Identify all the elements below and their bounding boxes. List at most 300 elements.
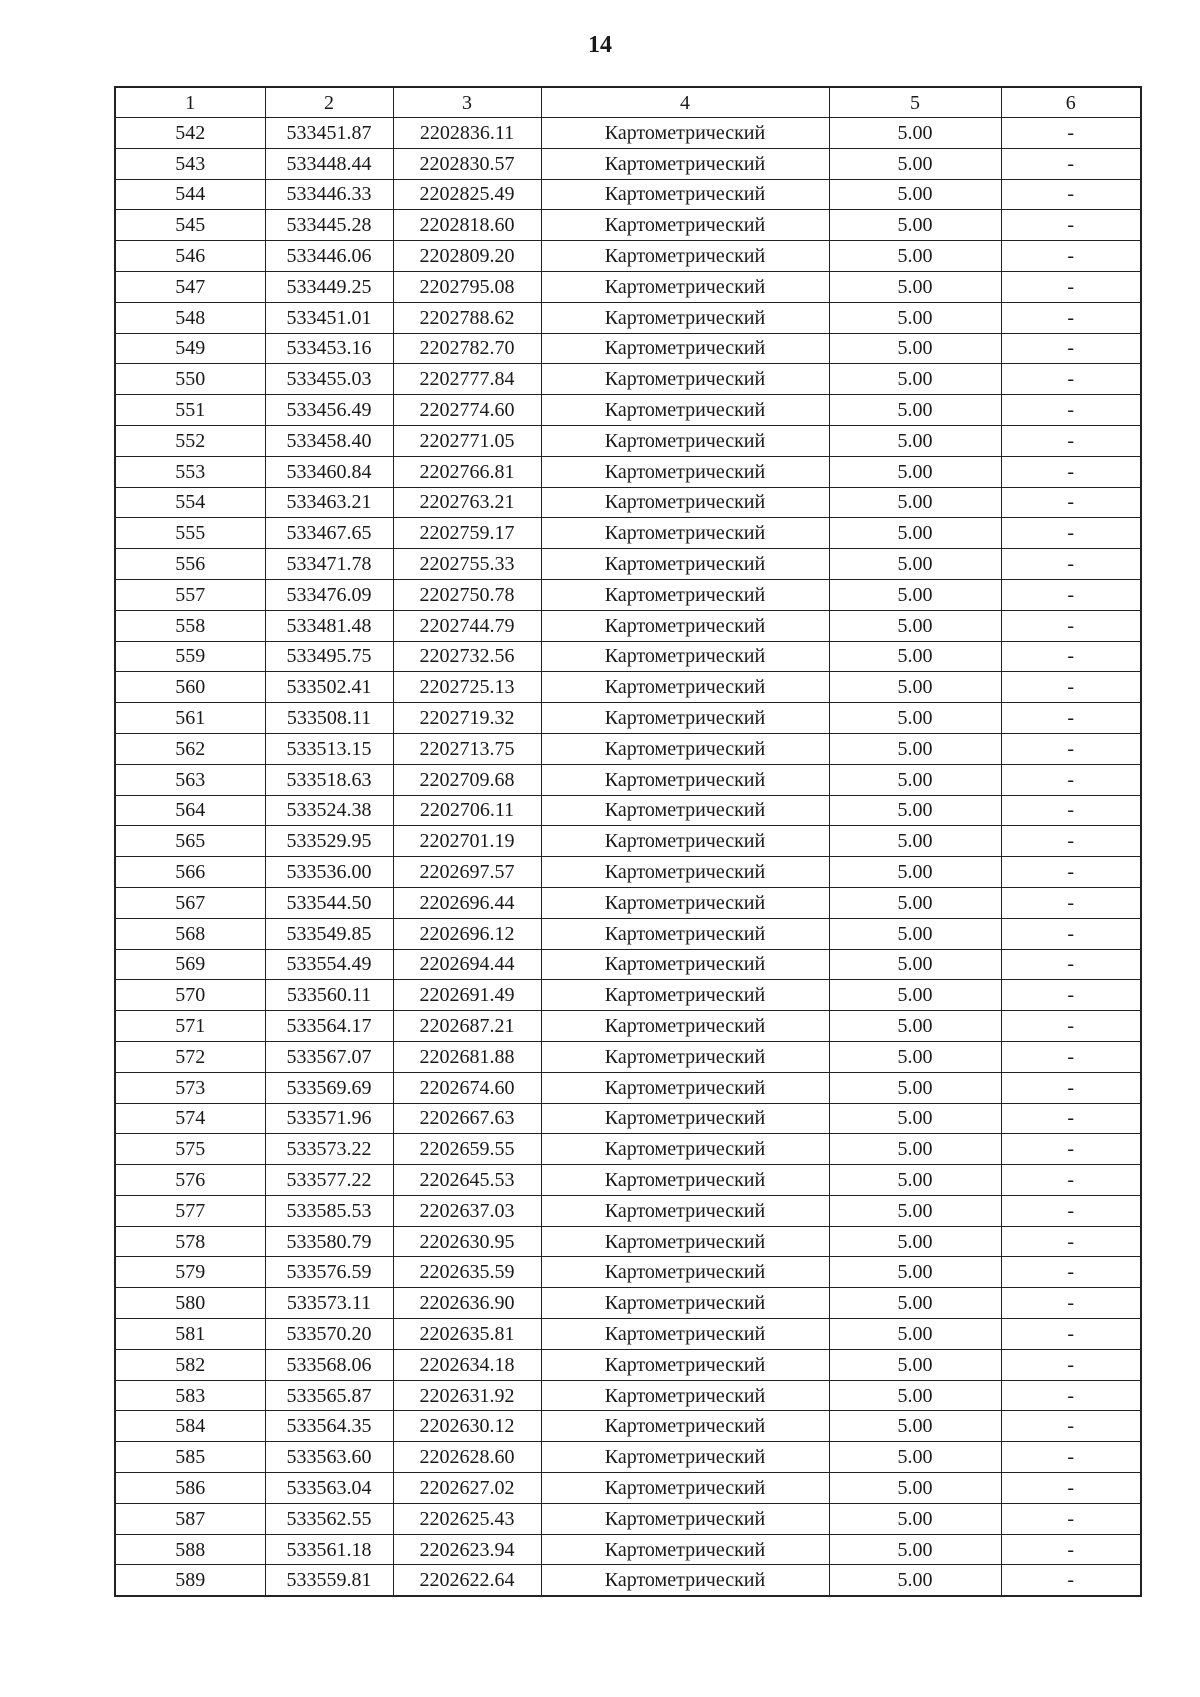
cell-method: Картометрический: [541, 1103, 829, 1134]
cell-x: 533569.69: [265, 1072, 393, 1103]
page-number: 14: [588, 32, 612, 58]
cell-x: 533573.11: [265, 1288, 393, 1319]
cell-y: 2202635.81: [393, 1319, 541, 1350]
cell-method: Картометрический: [541, 703, 829, 734]
cell-y: 2202709.68: [393, 764, 541, 795]
cell-point-number: 568: [115, 918, 265, 949]
cell-description: -: [1001, 487, 1141, 518]
cell-y: 2202636.90: [393, 1288, 541, 1319]
cell-method: Картометрический: [541, 1442, 829, 1473]
table-row: [115, 1072, 1141, 1103]
cell-x: 533565.87: [265, 1380, 393, 1411]
table-row: [115, 271, 1141, 302]
cell-description: -: [1001, 1565, 1141, 1596]
cell-point-number: 555: [115, 518, 265, 549]
cell-method: Картометрический: [541, 1226, 829, 1257]
cell-accuracy: 5.00: [829, 1103, 1001, 1134]
cell-description: -: [1001, 1319, 1141, 1350]
cell-y: 2202635.59: [393, 1257, 541, 1288]
cell-accuracy: 5.00: [829, 826, 1001, 857]
cell-accuracy: 5.00: [829, 1041, 1001, 1072]
cell-method: Картометрический: [541, 1134, 829, 1165]
cell-point-number: 547: [115, 271, 265, 302]
cell-method: Картометрический: [541, 1411, 829, 1442]
cell-method: Картометрический: [541, 1165, 829, 1196]
cell-method: Картометрический: [541, 1041, 829, 1072]
cell-description: -: [1001, 579, 1141, 610]
table-row: [115, 518, 1141, 549]
table-row: [115, 887, 1141, 918]
cell-x: 533562.55: [265, 1503, 393, 1534]
table-row: [115, 179, 1141, 210]
cell-method: Картометрический: [541, 857, 829, 888]
cell-y: 2202825.49: [393, 179, 541, 210]
table-row: [115, 1349, 1141, 1380]
cell-method: Картометрический: [541, 826, 829, 857]
cell-method: Картометрический: [541, 395, 829, 426]
cell-method: Картометрический: [541, 333, 829, 364]
cell-description: -: [1001, 456, 1141, 487]
cell-x: 533449.25: [265, 271, 393, 302]
cell-method: Картометрический: [541, 1380, 829, 1411]
cell-y: 2202713.75: [393, 733, 541, 764]
cell-y: 2202623.94: [393, 1534, 541, 1565]
cell-method: Картометрический: [541, 1257, 829, 1288]
cell-accuracy: 5.00: [829, 1565, 1001, 1596]
cell-x: 533573.22: [265, 1134, 393, 1165]
cell-y: 2202659.55: [393, 1134, 541, 1165]
table-body: [115, 118, 1141, 1597]
table-row: [115, 395, 1141, 426]
cell-description: -: [1001, 1195, 1141, 1226]
cell-y: 2202630.95: [393, 1226, 541, 1257]
cell-description: -: [1001, 764, 1141, 795]
cell-description: -: [1001, 1380, 1141, 1411]
cell-accuracy: 5.00: [829, 1165, 1001, 1196]
cell-y: 2202696.12: [393, 918, 541, 949]
cell-point-number: 546: [115, 241, 265, 272]
cell-description: -: [1001, 364, 1141, 395]
cell-description: -: [1001, 1411, 1141, 1442]
cell-method: Картометрический: [541, 241, 829, 272]
cell-x: 533467.65: [265, 518, 393, 549]
cell-accuracy: 5.00: [829, 549, 1001, 580]
table-row: [115, 302, 1141, 333]
cell-y: 2202836.11: [393, 118, 541, 149]
table-row: [115, 1041, 1141, 1072]
cell-method: Картометрический: [541, 918, 829, 949]
cell-method: Картометрический: [541, 1072, 829, 1103]
cell-method: Картометрический: [541, 733, 829, 764]
cell-point-number: 589: [115, 1565, 265, 1596]
table-row: [115, 1134, 1141, 1165]
cell-point-number: 566: [115, 857, 265, 888]
cell-accuracy: 5.00: [829, 1257, 1001, 1288]
cell-accuracy: 5.00: [829, 764, 1001, 795]
table-row: [115, 487, 1141, 518]
cell-method: Картометрический: [541, 1288, 829, 1319]
cell-accuracy: 5.00: [829, 1442, 1001, 1473]
table-row: [115, 1473, 1141, 1504]
header-row: [115, 87, 1141, 118]
table-row: [115, 1503, 1141, 1534]
cell-x: 533451.01: [265, 302, 393, 333]
cell-x: 533458.40: [265, 425, 393, 456]
cell-description: -: [1001, 980, 1141, 1011]
cell-accuracy: 5.00: [829, 271, 1001, 302]
cell-description: -: [1001, 518, 1141, 549]
cell-x: 533554.49: [265, 949, 393, 980]
cell-method: Картометрический: [541, 1473, 829, 1504]
cell-method: Картометрический: [541, 1319, 829, 1350]
table-row: [115, 549, 1141, 580]
cell-x: 533524.38: [265, 795, 393, 826]
cell-y: 2202637.03: [393, 1195, 541, 1226]
table-row: [115, 241, 1141, 272]
cell-y: 2202622.64: [393, 1565, 541, 1596]
cell-point-number: 584: [115, 1411, 265, 1442]
cell-description: -: [1001, 795, 1141, 826]
cell-y: 2202706.11: [393, 795, 541, 826]
cell-accuracy: 5.00: [829, 1319, 1001, 1350]
cell-method: Картометрический: [541, 1349, 829, 1380]
cell-point-number: 563: [115, 764, 265, 795]
table-row: [115, 1103, 1141, 1134]
cell-accuracy: 5.00: [829, 1288, 1001, 1319]
cell-point-number: 572: [115, 1041, 265, 1072]
cell-point-number: 565: [115, 826, 265, 857]
cell-method: Картометрический: [541, 1195, 829, 1226]
cell-accuracy: 5.00: [829, 302, 1001, 333]
cell-y: 2202782.70: [393, 333, 541, 364]
table-row: [115, 1165, 1141, 1196]
cell-method: Картометрический: [541, 1503, 829, 1534]
cell-accuracy: 5.00: [829, 1503, 1001, 1534]
table-row: [115, 826, 1141, 857]
table-row: [115, 1380, 1141, 1411]
cell-method: Картометрический: [541, 764, 829, 795]
cell-point-number: 551: [115, 395, 265, 426]
cell-x: 533518.63: [265, 764, 393, 795]
table-row: [115, 918, 1141, 949]
cell-point-number: 550: [115, 364, 265, 395]
cell-y: 2202694.44: [393, 949, 541, 980]
cell-description: -: [1001, 210, 1141, 241]
cell-description: -: [1001, 949, 1141, 980]
cell-y: 2202809.20: [393, 241, 541, 272]
cell-point-number: 542: [115, 118, 265, 149]
cell-x: 533471.78: [265, 549, 393, 580]
cell-x: 533570.20: [265, 1319, 393, 1350]
cell-y: 2202771.05: [393, 425, 541, 456]
cell-accuracy: 5.00: [829, 1195, 1001, 1226]
cell-x: 533453.16: [265, 333, 393, 364]
cell-method: Картометрический: [541, 1565, 829, 1596]
cell-description: -: [1001, 1473, 1141, 1504]
cell-description: -: [1001, 826, 1141, 857]
table-row: [115, 1011, 1141, 1042]
cell-x: 533446.06: [265, 241, 393, 272]
cell-description: -: [1001, 1103, 1141, 1134]
cell-point-number: 543: [115, 148, 265, 179]
cell-x: 533495.75: [265, 641, 393, 672]
cell-description: -: [1001, 703, 1141, 734]
cell-description: -: [1001, 1442, 1141, 1473]
cell-description: -: [1001, 241, 1141, 272]
cell-x: 533563.04: [265, 1473, 393, 1504]
cell-point-number: 577: [115, 1195, 265, 1226]
cell-method: Картометрический: [541, 302, 829, 333]
table-row: [115, 579, 1141, 610]
cell-x: 533563.60: [265, 1442, 393, 1473]
cell-description: -: [1001, 1072, 1141, 1103]
cell-y: 2202687.21: [393, 1011, 541, 1042]
cell-x: 533451.87: [265, 118, 393, 149]
cell-x: 533445.28: [265, 210, 393, 241]
table-row: [115, 857, 1141, 888]
cell-accuracy: 5.00: [829, 918, 1001, 949]
cell-point-number: 564: [115, 795, 265, 826]
table-row: [115, 364, 1141, 395]
cell-x: 533580.79: [265, 1226, 393, 1257]
cell-method: Картометрический: [541, 610, 829, 641]
cell-method: Картометрический: [541, 641, 829, 672]
cell-method: Картометрический: [541, 518, 829, 549]
table-row: [115, 733, 1141, 764]
cell-y: 2202697.57: [393, 857, 541, 888]
table-row: [115, 1195, 1141, 1226]
cell-description: -: [1001, 918, 1141, 949]
cell-method: Картометрический: [541, 179, 829, 210]
cell-x: 533544.50: [265, 887, 393, 918]
cell-x: 533456.49: [265, 395, 393, 426]
cell-y: 2202696.44: [393, 887, 541, 918]
cell-accuracy: 5.00: [829, 148, 1001, 179]
cell-y: 2202777.84: [393, 364, 541, 395]
cell-point-number: 587: [115, 1503, 265, 1534]
cell-point-number: 544: [115, 179, 265, 210]
cell-accuracy: 5.00: [829, 1072, 1001, 1103]
cell-accuracy: 5.00: [829, 1473, 1001, 1504]
cell-description: -: [1001, 271, 1141, 302]
cell-description: -: [1001, 1165, 1141, 1196]
cell-x: 533561.18: [265, 1534, 393, 1565]
cell-x: 533460.84: [265, 456, 393, 487]
cell-description: -: [1001, 1288, 1141, 1319]
cell-point-number: 579: [115, 1257, 265, 1288]
cell-x: 533513.15: [265, 733, 393, 764]
cell-accuracy: 5.00: [829, 703, 1001, 734]
cell-method: Картометрический: [541, 148, 829, 179]
cell-point-number: 588: [115, 1534, 265, 1565]
cell-description: -: [1001, 118, 1141, 149]
cell-y: 2202732.56: [393, 641, 541, 672]
cell-description: -: [1001, 1041, 1141, 1072]
cell-point-number: 553: [115, 456, 265, 487]
cell-y: 2202759.17: [393, 518, 541, 549]
cell-y: 2202667.63: [393, 1103, 541, 1134]
cell-y: 2202750.78: [393, 579, 541, 610]
cell-point-number: 569: [115, 949, 265, 980]
cell-x: 533549.85: [265, 918, 393, 949]
cell-method: Картометрический: [541, 487, 829, 518]
cell-description: -: [1001, 333, 1141, 364]
cell-description: -: [1001, 672, 1141, 703]
cell-description: -: [1001, 148, 1141, 179]
cell-point-number: 573: [115, 1072, 265, 1103]
cell-y: 2202628.60: [393, 1442, 541, 1473]
cell-description: -: [1001, 302, 1141, 333]
cell-x: 533455.03: [265, 364, 393, 395]
cell-accuracy: 5.00: [829, 1534, 1001, 1565]
cell-method: Картометрический: [541, 949, 829, 980]
cell-description: -: [1001, 1534, 1141, 1565]
cell-method: Картометрический: [541, 364, 829, 395]
table-row: [115, 672, 1141, 703]
cell-y: 2202625.43: [393, 1503, 541, 1534]
cell-accuracy: 5.00: [829, 857, 1001, 888]
cell-method: Картометрический: [541, 210, 829, 241]
cell-method: Картометрический: [541, 456, 829, 487]
table-row: [115, 118, 1141, 149]
cell-accuracy: 5.00: [829, 672, 1001, 703]
cell-accuracy: 5.00: [829, 1380, 1001, 1411]
cell-accuracy: 5.00: [829, 1226, 1001, 1257]
cell-point-number: 559: [115, 641, 265, 672]
cell-accuracy: 5.00: [829, 579, 1001, 610]
cell-accuracy: 5.00: [829, 610, 1001, 641]
cell-y: 2202795.08: [393, 271, 541, 302]
table-row: [115, 333, 1141, 364]
column-header-x: 2: [265, 87, 393, 118]
table-row: [115, 148, 1141, 179]
cell-y: 2202725.13: [393, 672, 541, 703]
cell-accuracy: 5.00: [829, 487, 1001, 518]
cell-accuracy: 5.00: [829, 1134, 1001, 1165]
table-row: [115, 425, 1141, 456]
cell-x: 533463.21: [265, 487, 393, 518]
cell-point-number: 586: [115, 1473, 265, 1504]
cell-y: 2202830.57: [393, 148, 541, 179]
cell-description: -: [1001, 1134, 1141, 1165]
cell-accuracy: 5.00: [829, 887, 1001, 918]
table-row: [115, 764, 1141, 795]
cell-y: 2202645.53: [393, 1165, 541, 1196]
cell-description: -: [1001, 733, 1141, 764]
cell-description: -: [1001, 1226, 1141, 1257]
cell-y: 2202631.92: [393, 1380, 541, 1411]
table-row: [115, 641, 1141, 672]
coordinates-table: [114, 86, 1142, 1597]
column-header-method: 4: [541, 87, 829, 118]
cell-description: -: [1001, 1257, 1141, 1288]
cell-x: 533529.95: [265, 826, 393, 857]
cell-x: 533568.06: [265, 1349, 393, 1380]
cell-x: 533559.81: [265, 1565, 393, 1596]
cell-x: 533502.41: [265, 672, 393, 703]
cell-accuracy: 5.00: [829, 949, 1001, 980]
cell-accuracy: 5.00: [829, 1411, 1001, 1442]
cell-point-number: 562: [115, 733, 265, 764]
cell-y: 2202627.02: [393, 1473, 541, 1504]
cell-y: 2202755.33: [393, 549, 541, 580]
cell-x: 533577.22: [265, 1165, 393, 1196]
table-row: [115, 980, 1141, 1011]
cell-point-number: 570: [115, 980, 265, 1011]
cell-y: 2202681.88: [393, 1041, 541, 1072]
cell-description: -: [1001, 1011, 1141, 1042]
cell-point-number: 560: [115, 672, 265, 703]
table-row: [115, 1288, 1141, 1319]
cell-y: 2202763.21: [393, 487, 541, 518]
cell-accuracy: 5.00: [829, 118, 1001, 149]
cell-accuracy: 5.00: [829, 333, 1001, 364]
cell-accuracy: 5.00: [829, 733, 1001, 764]
cell-x: 533567.07: [265, 1041, 393, 1072]
cell-description: -: [1001, 549, 1141, 580]
cell-x: 533560.11: [265, 980, 393, 1011]
cell-y: 2202701.19: [393, 826, 541, 857]
cell-accuracy: 5.00: [829, 241, 1001, 272]
cell-accuracy: 5.00: [829, 641, 1001, 672]
cell-accuracy: 5.00: [829, 795, 1001, 826]
table-row: [115, 949, 1141, 980]
cell-point-number: 583: [115, 1380, 265, 1411]
cell-point-number: 578: [115, 1226, 265, 1257]
cell-description: -: [1001, 857, 1141, 888]
cell-y: 2202744.79: [393, 610, 541, 641]
table-header: [115, 87, 1141, 118]
cell-point-number: 554: [115, 487, 265, 518]
cell-point-number: 552: [115, 425, 265, 456]
cell-point-number: 549: [115, 333, 265, 364]
cell-point-number: 557: [115, 579, 265, 610]
column-header-accuracy: 5: [829, 87, 1001, 118]
cell-point-number: 567: [115, 887, 265, 918]
cell-point-number: 545: [115, 210, 265, 241]
cell-method: Картометрический: [541, 1011, 829, 1042]
cell-method: Картометрический: [541, 1534, 829, 1565]
cell-x: 533564.17: [265, 1011, 393, 1042]
cell-point-number: 575: [115, 1134, 265, 1165]
cell-y: 2202818.60: [393, 210, 541, 241]
cell-accuracy: 5.00: [829, 456, 1001, 487]
table-row: [115, 610, 1141, 641]
table-row: [115, 1565, 1141, 1596]
cell-method: Картометрический: [541, 887, 829, 918]
cell-method: Картометрический: [541, 795, 829, 826]
cell-x: 533508.11: [265, 703, 393, 734]
cell-accuracy: 5.00: [829, 980, 1001, 1011]
table-row: [115, 1534, 1141, 1565]
cell-method: Картометрический: [541, 672, 829, 703]
cell-x: 533536.00: [265, 857, 393, 888]
cell-x: 533448.44: [265, 148, 393, 179]
cell-accuracy: 5.00: [829, 210, 1001, 241]
table-row: [115, 456, 1141, 487]
cell-method: Картометрический: [541, 980, 829, 1011]
cell-description: -: [1001, 641, 1141, 672]
column-header-point-number: 1: [115, 87, 265, 118]
cell-accuracy: 5.00: [829, 518, 1001, 549]
column-header-description: 6: [1001, 87, 1141, 118]
cell-description: -: [1001, 610, 1141, 641]
cell-x: 533481.48: [265, 610, 393, 641]
cell-method: Картометрический: [541, 579, 829, 610]
cell-y: 2202774.60: [393, 395, 541, 426]
cell-point-number: 548: [115, 302, 265, 333]
cell-point-number: 580: [115, 1288, 265, 1319]
